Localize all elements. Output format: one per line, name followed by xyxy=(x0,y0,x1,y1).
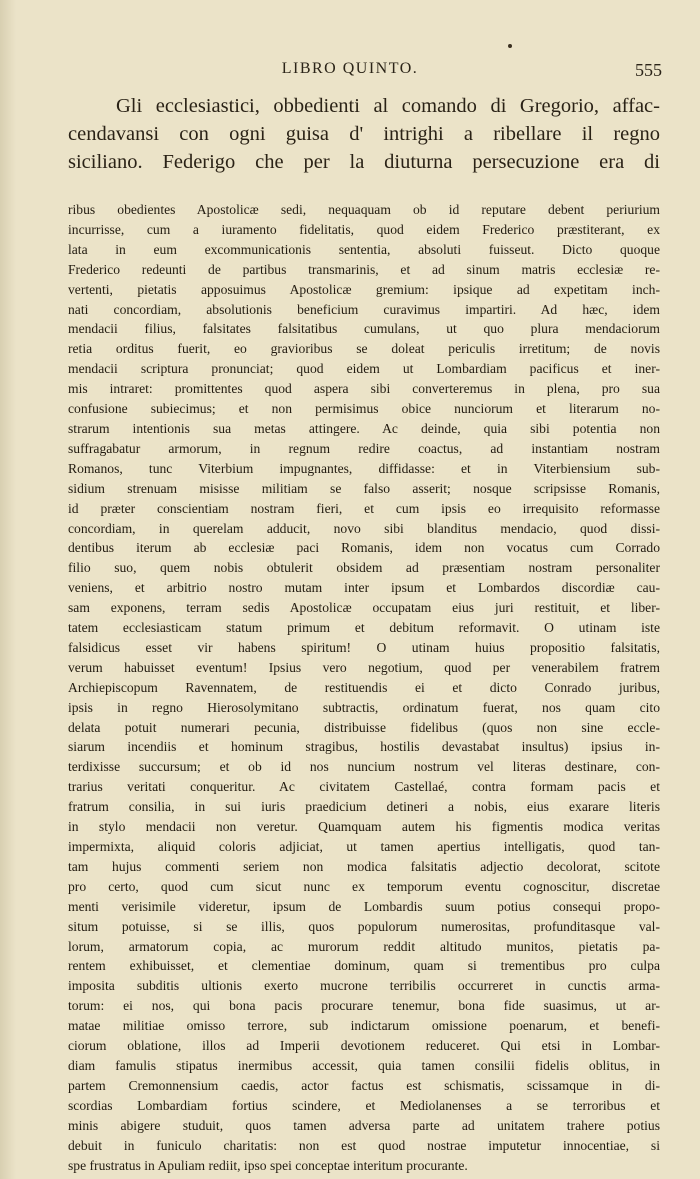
footnote-line: terdixisse succursum; et ob id nos nuncium nostrum vel literas destinare, con- xyxy=(68,759,660,775)
footnote-line: fratrum consilia, in sui iuris praedicium detineri a nobis, eius exarare literis xyxy=(68,799,660,815)
footnote-line: ipsis in regno Hierosolymitano subtractis, ordinatum fuerat, nos quam cito xyxy=(68,699,660,715)
footnote-line: mendacii filius, falsitates falsitatibus cumulans, ut quo plura mendaciorum xyxy=(68,321,660,337)
footnote-line: incurrisse, cum a iuramento fidelitatis, quod eidem Frederico præstiterant, ex xyxy=(68,221,660,237)
footnote-line: confusione subiecimus; et non permisimus obice nunciorum et literarum no- xyxy=(68,401,660,417)
footnote-line: dentibus iterum ab ecclesiæ paci Romanis, idem non vocatus cum Corrado xyxy=(68,540,660,556)
footnote-line: ciorum oblatione, illos ad Imperii devotionem reduceret. Qui etsi in Lombar- xyxy=(68,1038,660,1054)
binding-edge xyxy=(0,0,16,1179)
footnote-line: retia orditus fuerit, eo gravioribus se doleat periculis irretitum; de novis xyxy=(68,341,660,357)
main-paragraph xyxy=(68,92,660,176)
running-head: LIBRO QUINTO. xyxy=(281,60,419,77)
footnote-line: siarum incendiis et hominum stragibus, hostilis devastabat insultus) ipsius in- xyxy=(68,739,660,755)
footnote-line: diam famulis stipatus inermibus accessit, quia tamen consilii fidelis oblitus, in xyxy=(68,1057,660,1073)
footnote-line: lorum, armatorum copia, ac murorum reddit altitudo munitos, pietatis pa- xyxy=(68,938,660,954)
footnote-line: concordiam, in querelam adducit, novo sibi blanditus mendacio, quod dissi- xyxy=(68,520,660,536)
ink-speck xyxy=(508,44,512,48)
main-text-line: Gli ecclesiastici, obbedienti al comando di Gregorio, affac- xyxy=(116,95,660,117)
footnote-line: matae militiae omisso terrore, sub indictarum omissione poenarum, et benefi- xyxy=(68,1018,660,1034)
footnote-line: falsidicus esset vir habens spiritum! O utinam huius propositio falsitatis, xyxy=(68,639,660,655)
footnote-line: vertenti, pietatis apposuimus Apostolicæ gremium: ipsique ad expetitam inch- xyxy=(68,281,660,297)
footnote-line: delata potuit numerari pecunia, distribuisse fidelibus (quos non sine eccle- xyxy=(68,719,660,735)
footnote-line: id præter conscientiam nostram fieri, et cum ipsis eo irrequisito reformasse xyxy=(68,500,660,516)
footnote-line: Frederico redeunti de partibus transmarinis, et ad sinum matris ecclesiæ re- xyxy=(68,261,660,277)
footnote-line: debuit in funiculo charitatis: non est quod nostrae imputetur innocentiae, si xyxy=(68,1137,660,1153)
footnote-line: mis intraret: promittentes quod aspera sibi converteremus in plena, pro sua xyxy=(68,381,660,397)
footnote-line: Archiepiscopum Ravennatem, de restituendis ei et dicto Conrado juribus, xyxy=(68,679,660,695)
footnote-line: verum habuisset eventum! Ipsius vero negotium, quod per venerabilem fratrem xyxy=(68,659,660,675)
main-text-line: siciliano. Federigo che per la diuturna persecuzione era di xyxy=(68,151,660,173)
footnote-line: torum: ei nos, qui bona pacis procurare tenemur, bona fide suasimus, ut ar- xyxy=(68,998,660,1014)
footnote-line: menti verisimile videretur, ipsum de Lombardis suum potius consequi propo- xyxy=(68,898,660,914)
footnote-line: suffragabatur armorum, in regnum redire coactus, ad instantiam nostram xyxy=(68,440,660,456)
footnote-line: partem Cremonnensium caedis, actor factus est schismatis, scissamque in di- xyxy=(68,1077,660,1093)
footnote-line: strarum intentionis sua metas attingere. Ac deinde, quia sibi potentia non xyxy=(68,420,660,436)
footnote-line: imposita subditis ultionis exerto mucrone terribilis occurreret in cunctis arma- xyxy=(68,978,660,994)
footnote-line: nati concordiam, absolutionis beneficium curavimus impartiri. Ad hæc, idem xyxy=(68,301,660,317)
footnote-line: impermixta, aliquid coloris adjiciat, ut tamen apertius intelligatis, quod tan- xyxy=(68,839,660,854)
footnote-line: Romanos, tunc Viterbium impugnantes, diffidasse: et in Viterbiensium sub- xyxy=(68,460,660,476)
footnote-line: scordias Lombardiam fortius scindere, et Mediolanenses a se terroribus et xyxy=(68,1097,660,1113)
footnote-line: trarius veritati conqueritur. Ac civitatem Castellaé, contra formam pacis et xyxy=(68,779,660,795)
footnote-line: situm potuisse, si se illis, quos populorum numerositas, profunditasque val- xyxy=(68,918,660,934)
page-number: 555 xyxy=(635,60,662,80)
main-text-line: cendavansi con ogni guisa d' intrighi a ribellare il regno xyxy=(68,123,660,145)
page-header xyxy=(0,60,700,84)
footnote-line: tam hujus commenti seriem non modica falsitatis adjectio decolorat, scitote xyxy=(68,858,660,874)
footnote-line: tatem ecclesiasticam statum primum et debitum reformavit. O utinam iste xyxy=(68,620,660,636)
footnote-line: in stylo mendacii non veretur. Quamquam autem his figmentis modica veritas xyxy=(68,819,660,835)
footnote-line: minis abigere studuit, quos tamen adversa parte ad unitatem trahere potius xyxy=(68,1117,660,1133)
footnote-line: veniens, et arbitrio nostro mutam inter ipsum et Lombardos discordiæ cau- xyxy=(68,580,660,596)
footnote-line: sidium strenuam misisse militiam se falso asserit; nosque scripsisse Romanis, xyxy=(68,480,660,496)
footnote-line: lata in eum excommunicationis sententia, absoluti fuisseut. Dicto quoque xyxy=(68,241,660,257)
footnote-line: sam exponens, terram sedis Apostolicæ occupatam eius juri restituit, et liber- xyxy=(68,600,660,616)
footnote-block xyxy=(68,200,660,1175)
footnote-line: filio suo, quem nobis obtulerit obsidem ad præsentiam nostram personaliter xyxy=(68,560,660,576)
footnote-line: pro certo, quod cum sicut nunc ex temporum eventu cognoscitur, discretae xyxy=(68,878,660,894)
footnote-line: rentem exhibuisset, et clementiae dominum, quam si trementibus pro culpa xyxy=(68,958,660,974)
footnote-line: ribus obedientes Apostolicæ sedi, nequaquam ob id reputare debent periurium xyxy=(68,202,660,217)
footnote-line: mendacii scriptura pronunciat; quod eidem ut Lombardiam pacificus et iner- xyxy=(68,361,660,377)
footnote-line: spe frustratus in Apuliam rediit, ipso spei conceptae interitum procurante. xyxy=(68,1157,468,1173)
